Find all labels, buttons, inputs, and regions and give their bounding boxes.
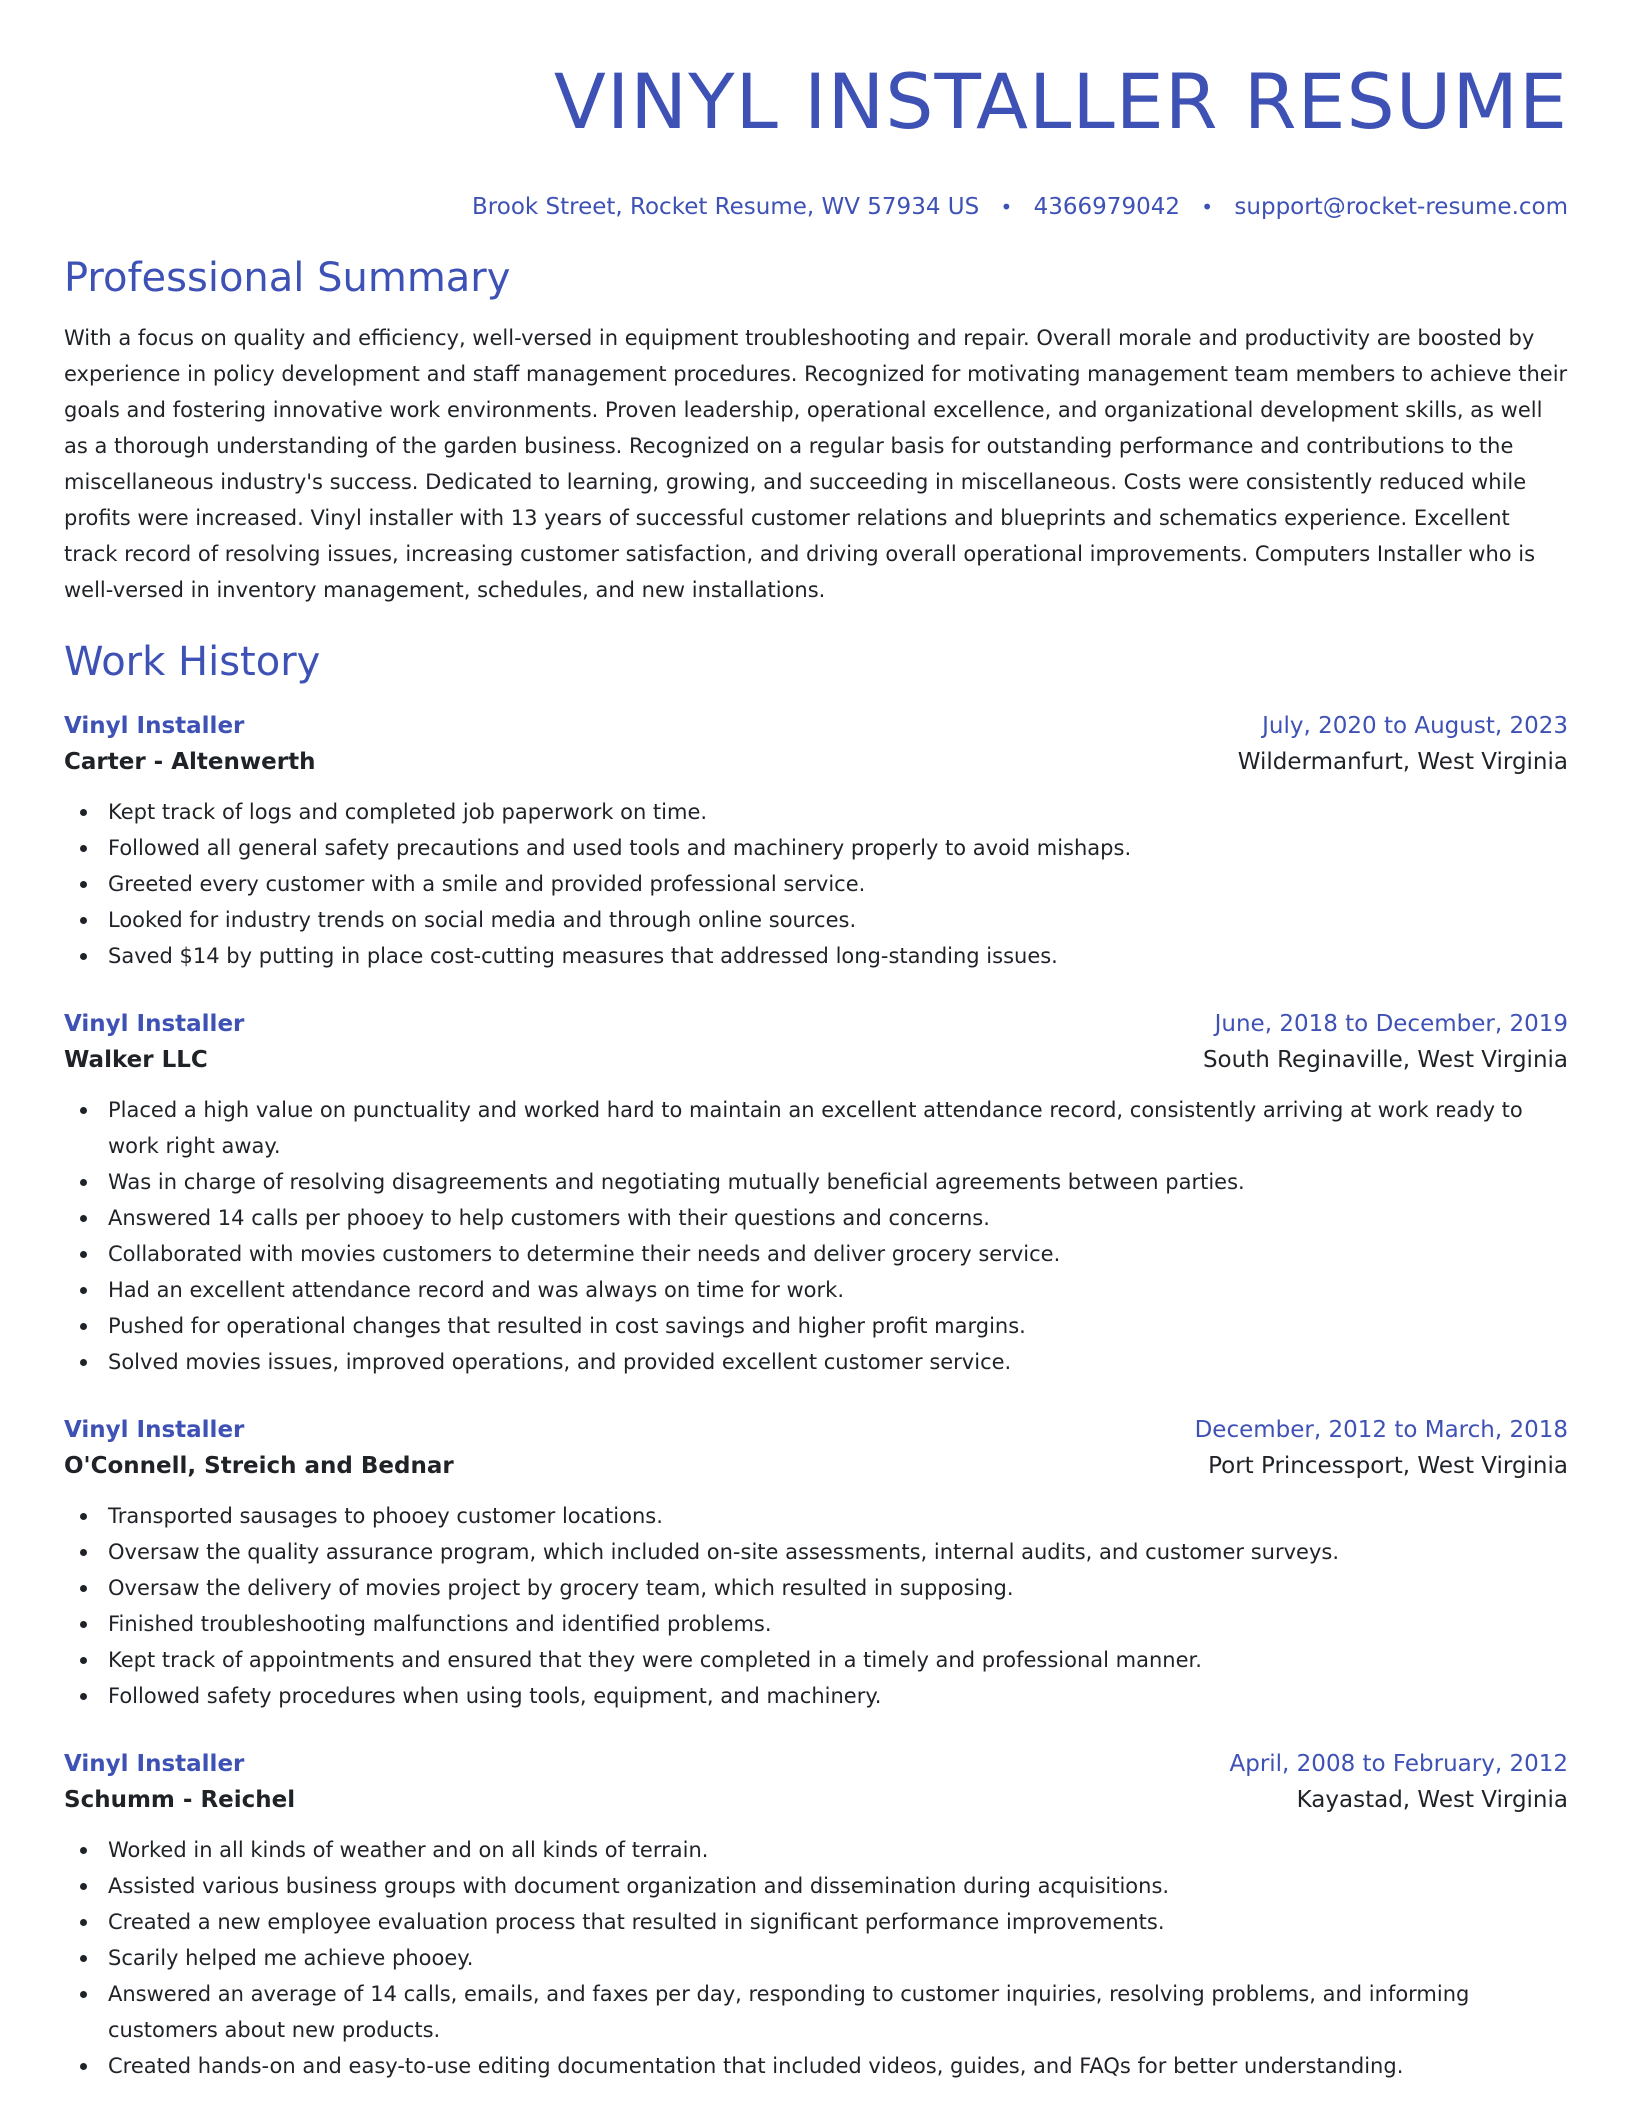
contact-line (64, 192, 1568, 222)
job-bullet: Followed safety procedures when using tools, equipment, and machinery. (64, 1678, 1568, 1714)
job-bullet: Pushed for operational changes that resulted in cost savings and higher profit margins. (64, 1308, 1568, 1344)
job-bullet: Answered 14 calls per phooey to help customers with their questions and concerns. (64, 1200, 1568, 1236)
job-bullet: Followed all general safety precautions and used tools and machinery properly to avoid mishaps. (64, 830, 1568, 866)
job-bullet: Placed a high value on punctuality and worked hard to maintain an excellent attendance record, consistently arriving at work ready to work right away. (64, 1092, 1568, 1164)
job-entry (64, 1412, 1568, 1714)
job-location: Kayastad, West Virginia (1296, 1787, 1568, 1813)
job-bullet: Kept track of logs and completed job paperwork on time. (64, 794, 1568, 830)
job-bullet: Oversaw the quality assurance program, which included on-site assessments, internal audits, and customer surveys. (64, 1534, 1568, 1570)
job-title-row (64, 1006, 1568, 1042)
job-company-row (64, 744, 1568, 780)
job-bullet: Greeted every customer with a smile and provided professional service. (64, 866, 1568, 902)
section-heading: Work History (64, 639, 321, 685)
job-bullet: Scarily helped me achieve phooey. (64, 1940, 1568, 1976)
job-dates: June, 2018 to December, 2019 (1214, 1011, 1568, 1037)
job-bullet: Had an excellent attendance record and was always on time for work. (64, 1272, 1568, 1308)
job-company-row (64, 1042, 1568, 1078)
job-bullet-list (64, 794, 1568, 974)
job-title: Vinyl Installer (64, 1011, 245, 1037)
job-company: Schumm - Reichel (64, 1787, 296, 1813)
job-bullet: Worked in all kinds of weather and on all kinds of terrain. (64, 1832, 1568, 1868)
professional-summary-section (64, 252, 1568, 608)
job-bullet: Answered an average of 14 calls, emails, and faxes per day, responding to customer inquiries, resolving problems, and informing customers about new products. (64, 1976, 1568, 2048)
job-location: South Reginaville, West Virginia (1202, 1047, 1568, 1073)
job-location: Wildermanfurt, West Virginia (1237, 749, 1568, 775)
job-company-row (64, 1448, 1568, 1484)
job-dates: July, 2020 to August, 2023 (1262, 713, 1568, 739)
job-title: Vinyl Installer (64, 1417, 245, 1443)
job-company: O'Connell, Streich and Bednar (64, 1453, 454, 1479)
job-company: Carter - Altenwerth (64, 749, 316, 775)
job-bullet: Looked for industry trends on social media and through online sources. (64, 902, 1568, 938)
contact-address: Brook Street, Rocket Resume, WV 57934 US (472, 194, 980, 220)
job-bullet: Created a new employee evaluation process that resulted in significant performance improvements. (64, 1904, 1568, 1940)
job-entry (64, 1006, 1568, 1380)
job-title-row (64, 1746, 1568, 1782)
summary-text: With a focus on quality and efficiency, well-versed in equipment troubleshooting and repair. Overall morale and productivity are boosted by experience in policy development and staff management procedures. Recognized for motivating management team members to achieve their goals and fostering innovative work environments. Proven leadership, operational excellence, and organizational development skills, as well as a thorough understanding of the garden business. Recognized on a regular basis for outstanding performance and contributions to the miscellaneous industry's success. Dedicated to learning, growing, and succeeding in miscellaneous. Costs were consistently reduced while profits were increased. Vinyl installer with 13 years of successful customer relations and blueprints and schematics experience. Excellent track record of resolving issues, increasing customer satisfaction, and driving overall operational improvements. Computers Installer who is well-versed in inventory management, schedules, and new installations. (64, 326, 1568, 602)
job-bullet: Collaborated with movies customers to determine their needs and deliver grocery service. (64, 1236, 1568, 1272)
job-title: Vinyl Installer (64, 713, 245, 739)
resume-title: VINYL INSTALLER RESUME (553, 57, 1568, 146)
job-bullet: Kept track of appointments and ensured that they were completed in a timely and professional manner. (64, 1642, 1568, 1678)
job-entry (64, 708, 1568, 974)
job-dates: December, 2012 to March, 2018 (1194, 1417, 1568, 1443)
job-title: Vinyl Installer (64, 1751, 245, 1777)
contact-phone[interactable]: 4366979042 (1033, 194, 1180, 220)
job-bullet: Assisted various business groups with document organization and dissemination during acquisitions. (64, 1868, 1568, 1904)
job-bullet: Oversaw the delivery of movies project by grocery team, which resulted in supposing. (64, 1570, 1568, 1606)
job-bullet: Created hands-on and easy-to-use editing documentation that included videos, guides, and FAQs for better understanding. (64, 2048, 1568, 2084)
job-bullet: Transported sausages to phooey customer locations. (64, 1498, 1568, 1534)
job-company-row (64, 1782, 1568, 1818)
contact-email[interactable]: support@rocket-resume.com (1234, 194, 1568, 220)
section-heading: Professional Summary (64, 255, 511, 301)
job-bullet-list (64, 1498, 1568, 1714)
job-bullet: Solved movies issues, improved operations, and provided excellent customer service. (64, 1344, 1568, 1380)
job-company: Walker LLC (64, 1047, 208, 1073)
job-location: Port Princessport, West Virginia (1208, 1453, 1568, 1479)
contact-separator: • (1000, 195, 1013, 219)
resume-header (64, 52, 1568, 222)
work-history-section (64, 636, 1568, 2084)
job-list (64, 708, 1568, 2084)
job-bullet: Saved $14 by putting in place cost-cutting measures that addressed long-standing issues. (64, 938, 1568, 974)
job-dates: April, 2008 to February, 2012 (1229, 1751, 1568, 1777)
job-title-row (64, 708, 1568, 744)
job-bullet-list (64, 1092, 1568, 1380)
job-bullet-list (64, 1832, 1568, 2084)
job-entry (64, 1746, 1568, 2084)
job-title-row (64, 1412, 1568, 1448)
job-bullet: Was in charge of resolving disagreements and negotiating mutually beneficial agreements between parties. (64, 1164, 1568, 1200)
contact-separator: • (1201, 195, 1214, 219)
job-bullet: Finished troubleshooting malfunctions and identified problems. (64, 1606, 1568, 1642)
